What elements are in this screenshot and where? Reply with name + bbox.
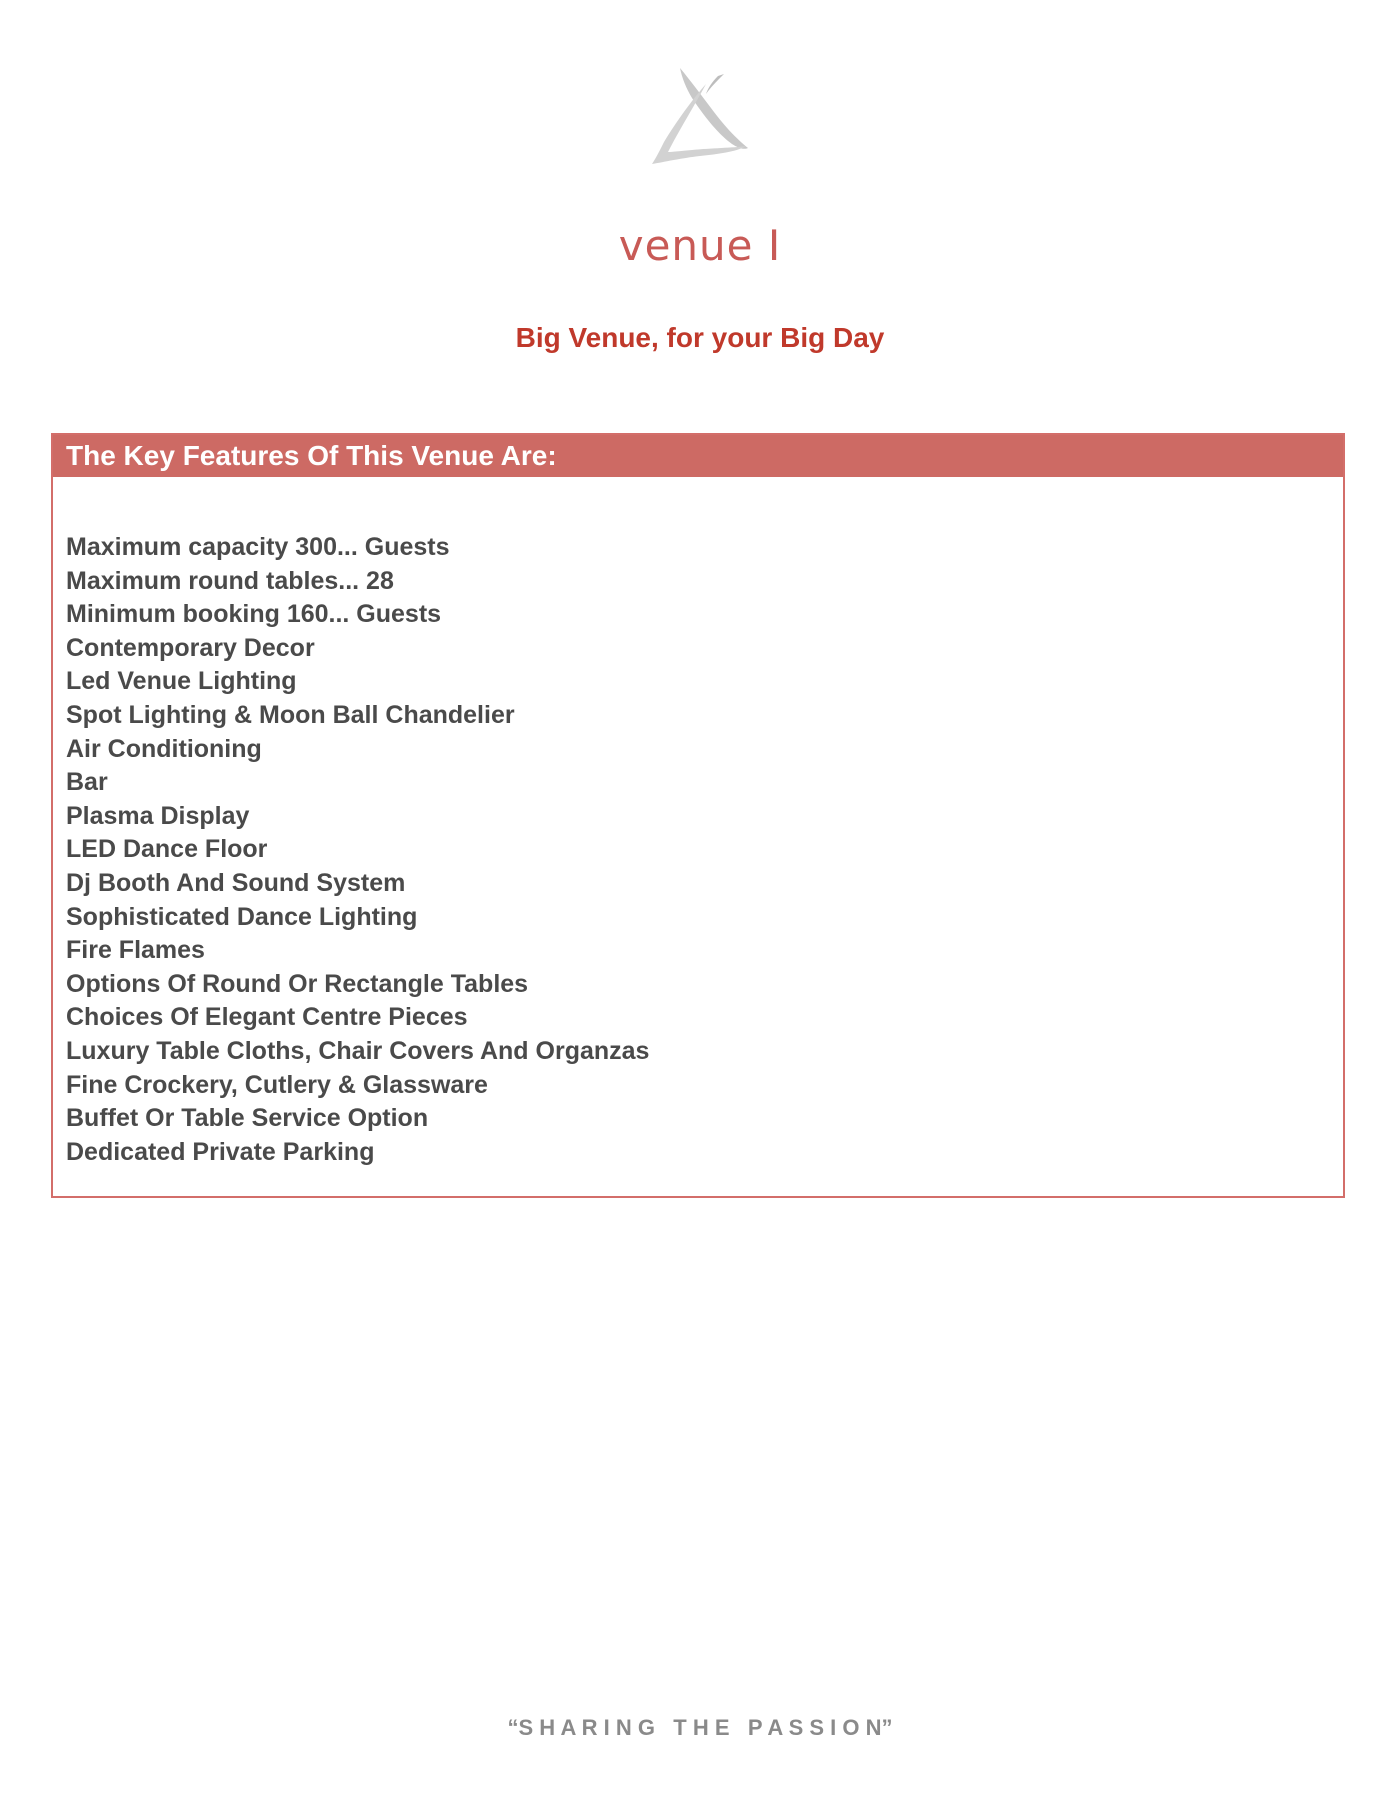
footer-motto: “S H A R I N G T H E P A S S I O N”: [507, 1715, 893, 1740]
triangle-swoosh-logo-icon: [648, 66, 750, 168]
list-item: Dedicated Private Parking: [66, 1137, 375, 1166]
list-item: Buffet Or Table Service Option: [66, 1104, 429, 1133]
list-item: Luxury Table Cloths, Chair Covers And Organzas: [66, 1036, 650, 1065]
features-heading: The Key Features Of This Venue Are:: [53, 435, 1343, 477]
list-item: Choices Of Elegant Centre Pieces: [66, 1003, 468, 1032]
list-item: Dj Booth And Sound System: [66, 868, 406, 897]
list-item: Minimum booking 160... Guests: [66, 600, 442, 629]
list-item: Spot Lighting & Moon Ball Chandelier: [66, 700, 515, 729]
list-item: Fire Flames: [66, 936, 205, 965]
list-item: Contemporary Decor: [66, 633, 315, 662]
features-list: [66, 531, 649, 1169]
list-item: Maximum capacity 300... Guests: [66, 533, 450, 561]
list-item: LED Dance Floor: [66, 835, 268, 864]
venue-tagline: Big Venue, for your Big Day: [515, 322, 885, 353]
venue-title: venue I: [618, 221, 782, 270]
list-item: Maximum round tables... 28: [66, 566, 394, 595]
list-item: Sophisticated Dance Lighting: [66, 902, 418, 931]
list-item: Bar: [66, 768, 108, 797]
list-item: Options Of Round Or Rectangle Tables: [66, 969, 529, 998]
list-item: Fine Crockery, Cutlery & Glassware: [66, 1070, 488, 1099]
list-item: Plasma Display: [66, 801, 250, 830]
list-item: Air Conditioning: [66, 734, 262, 763]
list-item: Led Venue Lighting: [66, 667, 297, 696]
features-panel: [51, 433, 1345, 1198]
